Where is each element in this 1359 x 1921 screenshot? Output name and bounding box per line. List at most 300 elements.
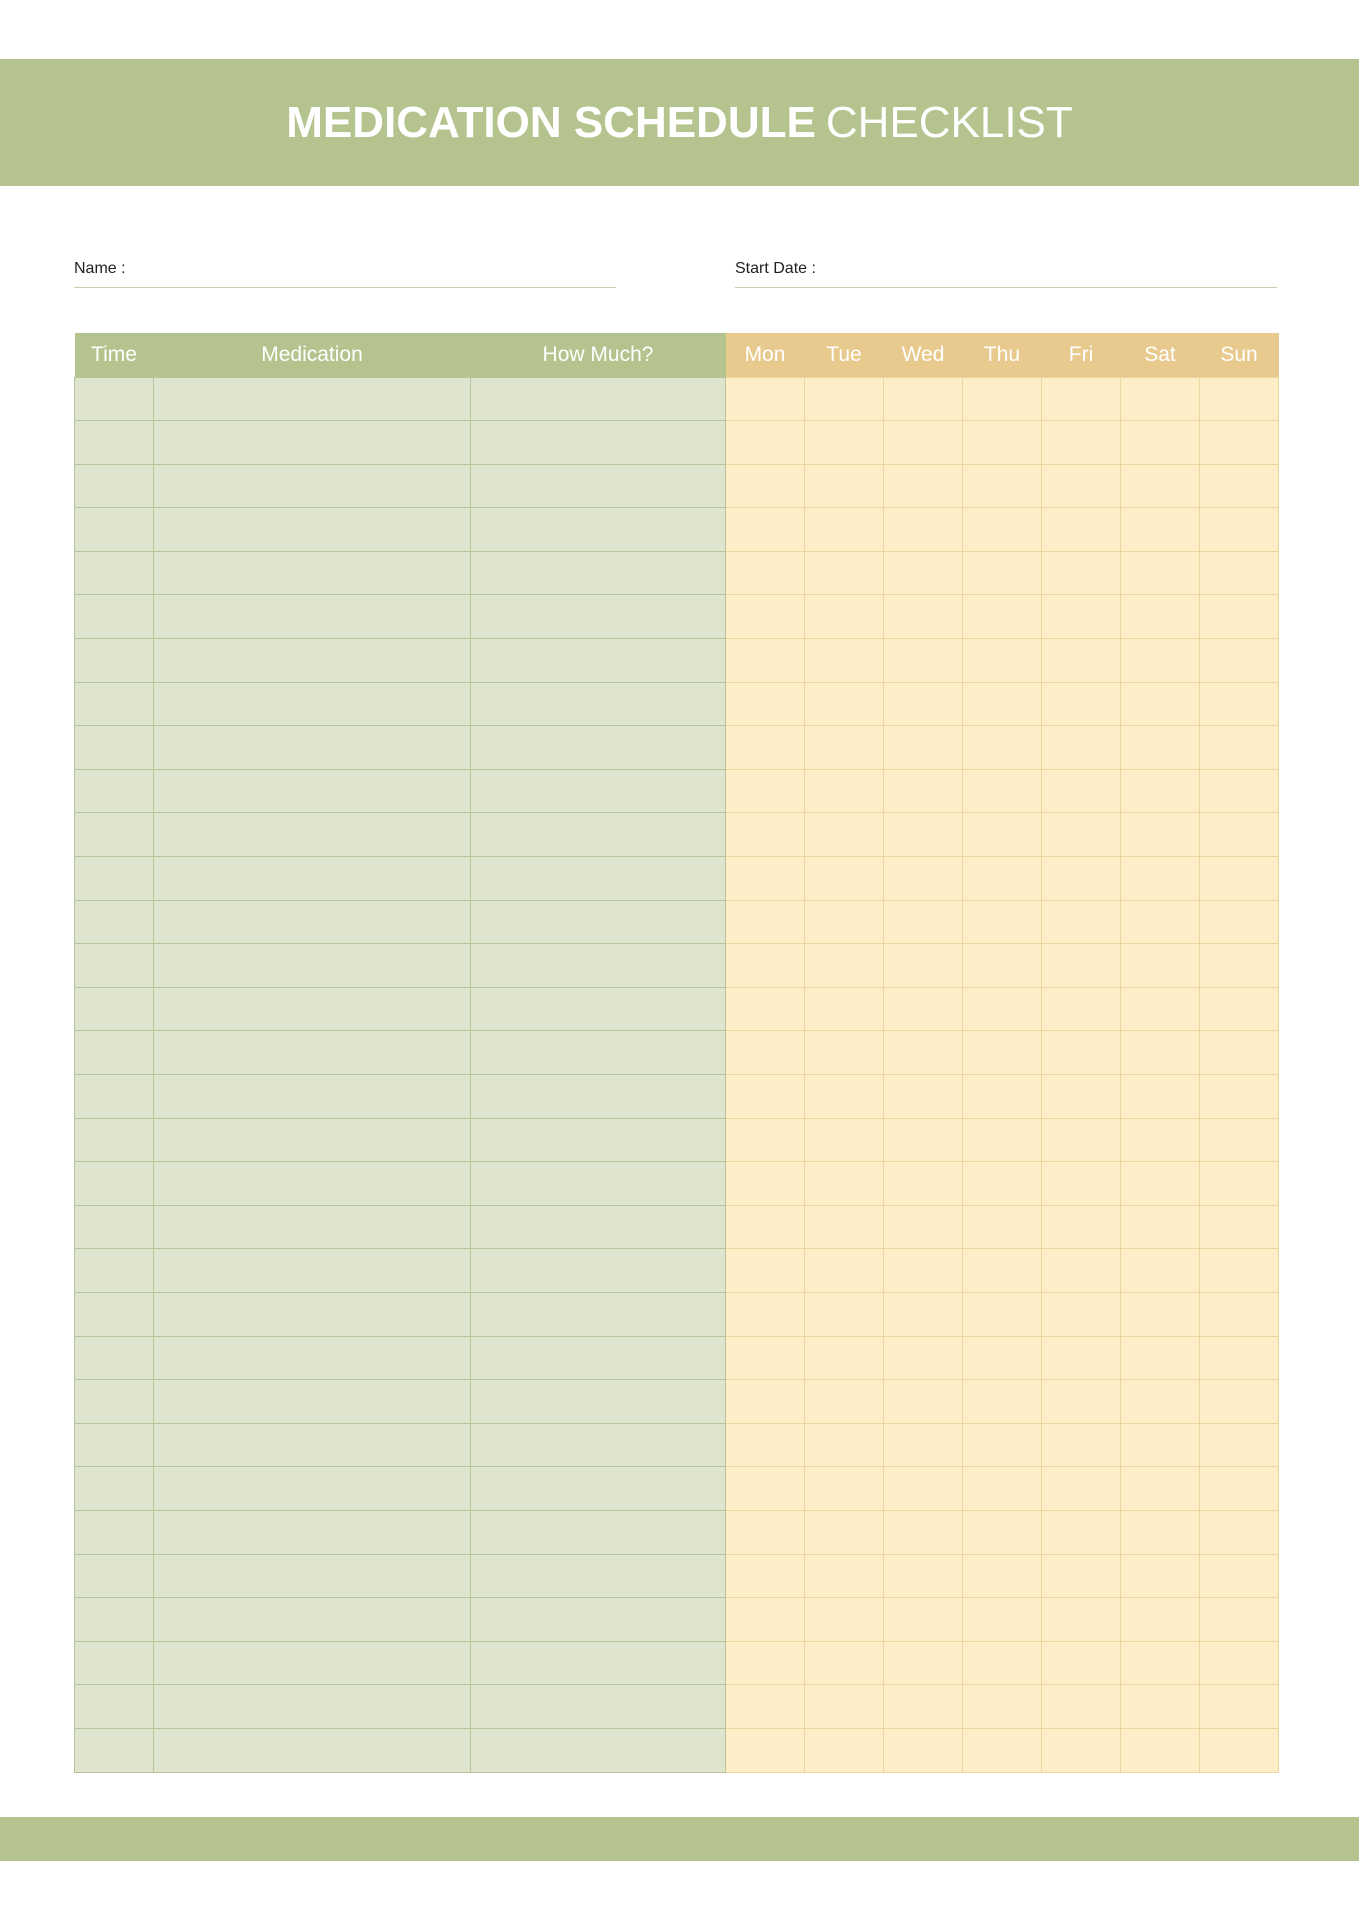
entry-cell-how-much[interactable] — [471, 1031, 726, 1075]
checkbox-cell-thu[interactable] — [963, 1554, 1042, 1598]
entry-cell-medication[interactable] — [154, 1728, 471, 1772]
checkbox-cell-tue[interactable] — [805, 1685, 884, 1729]
entry-cell-how-much[interactable] — [471, 1249, 726, 1293]
checkbox-cell-sat[interactable] — [1121, 1554, 1200, 1598]
entry-cell-medication[interactable] — [154, 464, 471, 508]
checkbox-cell-mon[interactable] — [726, 1598, 805, 1642]
checkbox-cell-fri[interactable] — [1042, 1554, 1121, 1598]
entry-cell-time[interactable] — [75, 1598, 154, 1642]
checkbox-cell-sun[interactable] — [1200, 987, 1279, 1031]
checkbox-cell-sat[interactable] — [1121, 1380, 1200, 1424]
checkbox-cell-sun[interactable] — [1200, 726, 1279, 770]
checkbox-cell-wed[interactable] — [884, 551, 963, 595]
entry-cell-how-much[interactable] — [471, 1554, 726, 1598]
checkbox-cell-fri[interactable] — [1042, 1075, 1121, 1119]
entry-cell-medication[interactable] — [154, 813, 471, 857]
checkbox-cell-thu[interactable] — [963, 1685, 1042, 1729]
checkbox-cell-mon[interactable] — [726, 1641, 805, 1685]
checkbox-cell-sat[interactable] — [1121, 1249, 1200, 1293]
checkbox-cell-sat[interactable] — [1121, 1641, 1200, 1685]
entry-cell-medication[interactable] — [154, 1423, 471, 1467]
checkbox-cell-sat[interactable] — [1121, 1423, 1200, 1467]
checkbox-cell-sun[interactable] — [1200, 1685, 1279, 1729]
entry-cell-time[interactable] — [75, 1292, 154, 1336]
entry-cell-medication[interactable] — [154, 595, 471, 639]
checkbox-cell-tue[interactable] — [805, 1292, 884, 1336]
checkbox-cell-thu[interactable] — [963, 1467, 1042, 1511]
checkbox-cell-mon[interactable] — [726, 1205, 805, 1249]
checkbox-cell-sun[interactable] — [1200, 944, 1279, 988]
checkbox-cell-thu[interactable] — [963, 987, 1042, 1031]
entry-cell-how-much[interactable] — [471, 551, 726, 595]
entry-cell-time[interactable] — [75, 1162, 154, 1206]
checkbox-cell-wed[interactable] — [884, 682, 963, 726]
checkbox-cell-thu[interactable] — [963, 1292, 1042, 1336]
checkbox-cell-thu[interactable] — [963, 1118, 1042, 1162]
entry-cell-how-much[interactable] — [471, 1467, 726, 1511]
checkbox-cell-wed[interactable] — [884, 987, 963, 1031]
entry-cell-how-much[interactable] — [471, 1641, 726, 1685]
checkbox-cell-sun[interactable] — [1200, 464, 1279, 508]
checkbox-cell-sun[interactable] — [1200, 1205, 1279, 1249]
checkbox-cell-thu[interactable] — [963, 1380, 1042, 1424]
checkbox-cell-sat[interactable] — [1121, 682, 1200, 726]
checkbox-cell-thu[interactable] — [963, 1336, 1042, 1380]
checkbox-cell-thu[interactable] — [963, 1075, 1042, 1119]
checkbox-cell-sun[interactable] — [1200, 421, 1279, 465]
checkbox-cell-wed[interactable] — [884, 1685, 963, 1729]
checkbox-cell-fri[interactable] — [1042, 1249, 1121, 1293]
checkbox-cell-wed[interactable] — [884, 1336, 963, 1380]
checkbox-cell-thu[interactable] — [963, 1031, 1042, 1075]
checkbox-cell-mon[interactable] — [726, 944, 805, 988]
entry-cell-medication[interactable] — [154, 682, 471, 726]
checkbox-cell-wed[interactable] — [884, 1205, 963, 1249]
checkbox-cell-mon[interactable] — [726, 1467, 805, 1511]
entry-cell-medication[interactable] — [154, 1249, 471, 1293]
checkbox-cell-sun[interactable] — [1200, 1598, 1279, 1642]
checkbox-cell-thu[interactable] — [963, 1728, 1042, 1772]
checkbox-cell-tue[interactable] — [805, 1118, 884, 1162]
checkbox-cell-sat[interactable] — [1121, 639, 1200, 683]
checkbox-cell-wed[interactable] — [884, 769, 963, 813]
checkbox-cell-mon[interactable] — [726, 682, 805, 726]
checkbox-cell-fri[interactable] — [1042, 464, 1121, 508]
checkbox-cell-tue[interactable] — [805, 1641, 884, 1685]
checkbox-cell-mon[interactable] — [726, 1075, 805, 1119]
entry-cell-time[interactable] — [75, 1075, 154, 1119]
checkbox-cell-sun[interactable] — [1200, 508, 1279, 552]
entry-cell-how-much[interactable] — [471, 1423, 726, 1467]
checkbox-cell-sun[interactable] — [1200, 1031, 1279, 1075]
entry-cell-how-much[interactable] — [471, 682, 726, 726]
checkbox-cell-mon[interactable] — [726, 857, 805, 901]
checkbox-cell-thu[interactable] — [963, 421, 1042, 465]
checkbox-cell-mon[interactable] — [726, 639, 805, 683]
entry-cell-medication[interactable] — [154, 1510, 471, 1554]
entry-cell-medication[interactable] — [154, 1031, 471, 1075]
checkbox-cell-mon[interactable] — [726, 1292, 805, 1336]
checkbox-cell-fri[interactable] — [1042, 1728, 1121, 1772]
checkbox-cell-wed[interactable] — [884, 464, 963, 508]
checkbox-cell-wed[interactable] — [884, 1728, 963, 1772]
checkbox-cell-thu[interactable] — [963, 944, 1042, 988]
entry-cell-how-much[interactable] — [471, 1118, 726, 1162]
entry-cell-how-much[interactable] — [471, 508, 726, 552]
checkbox-cell-sun[interactable] — [1200, 1510, 1279, 1554]
checkbox-cell-wed[interactable] — [884, 639, 963, 683]
entry-cell-medication[interactable] — [154, 769, 471, 813]
entry-cell-how-much[interactable] — [471, 1380, 726, 1424]
checkbox-cell-thu[interactable] — [963, 377, 1042, 421]
checkbox-cell-wed[interactable] — [884, 1249, 963, 1293]
checkbox-cell-mon[interactable] — [726, 900, 805, 944]
checkbox-cell-fri[interactable] — [1042, 1380, 1121, 1424]
checkbox-cell-sat[interactable] — [1121, 1467, 1200, 1511]
checkbox-cell-fri[interactable] — [1042, 508, 1121, 552]
checkbox-cell-fri[interactable] — [1042, 377, 1121, 421]
checkbox-cell-thu[interactable] — [963, 1249, 1042, 1293]
checkbox-cell-thu[interactable] — [963, 769, 1042, 813]
checkbox-cell-sun[interactable] — [1200, 1292, 1279, 1336]
entry-cell-how-much[interactable] — [471, 1292, 726, 1336]
checkbox-cell-fri[interactable] — [1042, 769, 1121, 813]
checkbox-cell-sat[interactable] — [1121, 1336, 1200, 1380]
checkbox-cell-mon[interactable] — [726, 769, 805, 813]
checkbox-cell-sat[interactable] — [1121, 1728, 1200, 1772]
checkbox-cell-thu[interactable] — [963, 1205, 1042, 1249]
checkbox-cell-sun[interactable] — [1200, 639, 1279, 683]
checkbox-cell-mon[interactable] — [726, 1728, 805, 1772]
entry-cell-medication[interactable] — [154, 551, 471, 595]
checkbox-cell-mon[interactable] — [726, 421, 805, 465]
checkbox-cell-fri[interactable] — [1042, 900, 1121, 944]
checkbox-cell-fri[interactable] — [1042, 421, 1121, 465]
entry-cell-time[interactable] — [75, 769, 154, 813]
checkbox-cell-fri[interactable] — [1042, 1162, 1121, 1206]
checkbox-cell-sun[interactable] — [1200, 1554, 1279, 1598]
checkbox-cell-sat[interactable] — [1121, 1118, 1200, 1162]
entry-cell-medication[interactable] — [154, 726, 471, 770]
checkbox-cell-tue[interactable] — [805, 1728, 884, 1772]
entry-cell-medication[interactable] — [154, 639, 471, 683]
checkbox-cell-mon[interactable] — [726, 1685, 805, 1729]
entry-cell-time[interactable] — [75, 900, 154, 944]
checkbox-cell-wed[interactable] — [884, 1292, 963, 1336]
checkbox-cell-wed[interactable] — [884, 1423, 963, 1467]
checkbox-cell-tue[interactable] — [805, 900, 884, 944]
checkbox-cell-wed[interactable] — [884, 1510, 963, 1554]
entry-cell-how-much[interactable] — [471, 1075, 726, 1119]
checkbox-cell-sun[interactable] — [1200, 1641, 1279, 1685]
entry-cell-time[interactable] — [75, 1336, 154, 1380]
entry-cell-time[interactable] — [75, 1467, 154, 1511]
checkbox-cell-sun[interactable] — [1200, 1075, 1279, 1119]
checkbox-cell-tue[interactable] — [805, 508, 884, 552]
checkbox-cell-sun[interactable] — [1200, 1467, 1279, 1511]
checkbox-cell-tue[interactable] — [805, 595, 884, 639]
entry-cell-time[interactable] — [75, 1423, 154, 1467]
entry-cell-how-much[interactable] — [471, 1728, 726, 1772]
checkbox-cell-fri[interactable] — [1042, 639, 1121, 683]
checkbox-cell-sat[interactable] — [1121, 1205, 1200, 1249]
checkbox-cell-sat[interactable] — [1121, 769, 1200, 813]
checkbox-cell-sat[interactable] — [1121, 944, 1200, 988]
checkbox-cell-thu[interactable] — [963, 1510, 1042, 1554]
checkbox-cell-sun[interactable] — [1200, 769, 1279, 813]
checkbox-cell-wed[interactable] — [884, 900, 963, 944]
checkbox-cell-sun[interactable] — [1200, 1118, 1279, 1162]
checkbox-cell-sun[interactable] — [1200, 1380, 1279, 1424]
entry-cell-how-much[interactable] — [471, 1162, 726, 1206]
checkbox-cell-sun[interactable] — [1200, 551, 1279, 595]
checkbox-cell-thu[interactable] — [963, 682, 1042, 726]
checkbox-cell-thu[interactable] — [963, 726, 1042, 770]
entry-cell-medication[interactable] — [154, 1685, 471, 1729]
entry-cell-how-much[interactable] — [471, 1205, 726, 1249]
entry-cell-medication[interactable] — [154, 508, 471, 552]
entry-cell-time[interactable] — [75, 377, 154, 421]
entry-cell-medication[interactable] — [154, 1554, 471, 1598]
checkbox-cell-tue[interactable] — [805, 551, 884, 595]
checkbox-cell-sat[interactable] — [1121, 377, 1200, 421]
name-field[interactable] — [74, 258, 616, 288]
entry-cell-how-much[interactable] — [471, 1685, 726, 1729]
checkbox-cell-tue[interactable] — [805, 377, 884, 421]
checkbox-cell-sun[interactable] — [1200, 1423, 1279, 1467]
checkbox-cell-thu[interactable] — [963, 551, 1042, 595]
checkbox-cell-thu[interactable] — [963, 595, 1042, 639]
checkbox-cell-sun[interactable] — [1200, 595, 1279, 639]
checkbox-cell-sat[interactable] — [1121, 1598, 1200, 1642]
entry-cell-time[interactable] — [75, 944, 154, 988]
checkbox-cell-tue[interactable] — [805, 1467, 884, 1511]
checkbox-cell-wed[interactable] — [884, 944, 963, 988]
checkbox-cell-sun[interactable] — [1200, 682, 1279, 726]
entry-cell-how-much[interactable] — [471, 1510, 726, 1554]
checkbox-cell-tue[interactable] — [805, 682, 884, 726]
checkbox-cell-fri[interactable] — [1042, 1336, 1121, 1380]
entry-cell-time[interactable] — [75, 1031, 154, 1075]
checkbox-cell-fri[interactable] — [1042, 1467, 1121, 1511]
checkbox-cell-fri[interactable] — [1042, 1423, 1121, 1467]
checkbox-cell-tue[interactable] — [805, 639, 884, 683]
checkbox-cell-fri[interactable] — [1042, 682, 1121, 726]
entry-cell-how-much[interactable] — [471, 421, 726, 465]
entry-cell-how-much[interactable] — [471, 1598, 726, 1642]
entry-cell-medication[interactable] — [154, 1336, 471, 1380]
checkbox-cell-wed[interactable] — [884, 508, 963, 552]
checkbox-cell-sun[interactable] — [1200, 1249, 1279, 1293]
entry-cell-medication[interactable] — [154, 1075, 471, 1119]
entry-cell-time[interactable] — [75, 464, 154, 508]
checkbox-cell-thu[interactable] — [963, 1423, 1042, 1467]
entry-cell-medication[interactable] — [154, 857, 471, 901]
checkbox-cell-sat[interactable] — [1121, 508, 1200, 552]
checkbox-cell-mon[interactable] — [726, 1380, 805, 1424]
entry-cell-time[interactable] — [75, 595, 154, 639]
entry-cell-time[interactable] — [75, 1249, 154, 1293]
entry-cell-time[interactable] — [75, 1510, 154, 1554]
checkbox-cell-mon[interactable] — [726, 508, 805, 552]
checkbox-cell-tue[interactable] — [805, 1510, 884, 1554]
checkbox-cell-mon[interactable] — [726, 1336, 805, 1380]
entry-cell-how-much[interactable] — [471, 900, 726, 944]
entry-cell-medication[interactable] — [154, 421, 471, 465]
entry-cell-time[interactable] — [75, 421, 154, 465]
entry-cell-time[interactable] — [75, 1685, 154, 1729]
checkbox-cell-mon[interactable] — [726, 1162, 805, 1206]
start-date-field[interactable] — [735, 258, 1277, 288]
entry-cell-time[interactable] — [75, 1641, 154, 1685]
entry-cell-time[interactable] — [75, 682, 154, 726]
checkbox-cell-sat[interactable] — [1121, 464, 1200, 508]
checkbox-cell-tue[interactable] — [805, 944, 884, 988]
checkbox-cell-wed[interactable] — [884, 1380, 963, 1424]
checkbox-cell-sat[interactable] — [1121, 1292, 1200, 1336]
checkbox-cell-fri[interactable] — [1042, 1685, 1121, 1729]
checkbox-cell-fri[interactable] — [1042, 1598, 1121, 1642]
checkbox-cell-wed[interactable] — [884, 857, 963, 901]
checkbox-cell-sun[interactable] — [1200, 377, 1279, 421]
checkbox-cell-wed[interactable] — [884, 1598, 963, 1642]
checkbox-cell-wed[interactable] — [884, 1162, 963, 1206]
checkbox-cell-sat[interactable] — [1121, 900, 1200, 944]
entry-cell-time[interactable] — [75, 1554, 154, 1598]
checkbox-cell-wed[interactable] — [884, 1641, 963, 1685]
checkbox-cell-tue[interactable] — [805, 1554, 884, 1598]
checkbox-cell-mon[interactable] — [726, 1510, 805, 1554]
entry-cell-how-much[interactable] — [471, 726, 726, 770]
checkbox-cell-wed[interactable] — [884, 1031, 963, 1075]
checkbox-cell-sat[interactable] — [1121, 595, 1200, 639]
checkbox-cell-tue[interactable] — [805, 1598, 884, 1642]
entry-cell-time[interactable] — [75, 551, 154, 595]
checkbox-cell-mon[interactable] — [726, 595, 805, 639]
checkbox-cell-tue[interactable] — [805, 1380, 884, 1424]
entry-cell-how-much[interactable] — [471, 857, 726, 901]
checkbox-cell-wed[interactable] — [884, 726, 963, 770]
checkbox-cell-mon[interactable] — [726, 1118, 805, 1162]
checkbox-cell-sat[interactable] — [1121, 1510, 1200, 1554]
checkbox-cell-mon[interactable] — [726, 726, 805, 770]
checkbox-cell-sun[interactable] — [1200, 857, 1279, 901]
entry-cell-time[interactable] — [75, 987, 154, 1031]
checkbox-cell-fri[interactable] — [1042, 1205, 1121, 1249]
checkbox-cell-tue[interactable] — [805, 987, 884, 1031]
checkbox-cell-mon[interactable] — [726, 1031, 805, 1075]
checkbox-cell-tue[interactable] — [805, 464, 884, 508]
checkbox-cell-mon[interactable] — [726, 813, 805, 857]
checkbox-cell-thu[interactable] — [963, 1598, 1042, 1642]
entry-cell-medication[interactable] — [154, 1380, 471, 1424]
checkbox-cell-fri[interactable] — [1042, 813, 1121, 857]
entry-cell-how-much[interactable] — [471, 769, 726, 813]
entry-cell-medication[interactable] — [154, 1292, 471, 1336]
checkbox-cell-wed[interactable] — [884, 377, 963, 421]
checkbox-cell-fri[interactable] — [1042, 1641, 1121, 1685]
checkbox-cell-sat[interactable] — [1121, 1031, 1200, 1075]
entry-cell-how-much[interactable] — [471, 813, 726, 857]
entry-cell-how-much[interactable] — [471, 639, 726, 683]
checkbox-cell-thu[interactable] — [963, 1641, 1042, 1685]
checkbox-cell-wed[interactable] — [884, 813, 963, 857]
checkbox-cell-sun[interactable] — [1200, 900, 1279, 944]
checkbox-cell-sat[interactable] — [1121, 987, 1200, 1031]
checkbox-cell-fri[interactable] — [1042, 987, 1121, 1031]
checkbox-cell-tue[interactable] — [805, 421, 884, 465]
checkbox-cell-sat[interactable] — [1121, 1075, 1200, 1119]
entry-cell-how-much[interactable] — [471, 595, 726, 639]
entry-cell-medication[interactable] — [154, 900, 471, 944]
checkbox-cell-thu[interactable] — [963, 900, 1042, 944]
entry-cell-time[interactable] — [75, 813, 154, 857]
checkbox-cell-sat[interactable] — [1121, 421, 1200, 465]
checkbox-cell-tue[interactable] — [805, 1249, 884, 1293]
entry-cell-time[interactable] — [75, 1205, 154, 1249]
entry-cell-how-much[interactable] — [471, 987, 726, 1031]
checkbox-cell-thu[interactable] — [963, 508, 1042, 552]
checkbox-cell-thu[interactable] — [963, 464, 1042, 508]
entry-cell-medication[interactable] — [154, 1118, 471, 1162]
checkbox-cell-sat[interactable] — [1121, 857, 1200, 901]
checkbox-cell-wed[interactable] — [884, 595, 963, 639]
checkbox-cell-tue[interactable] — [805, 857, 884, 901]
entry-cell-medication[interactable] — [154, 1598, 471, 1642]
entry-cell-time[interactable] — [75, 1118, 154, 1162]
checkbox-cell-wed[interactable] — [884, 421, 963, 465]
checkbox-cell-mon[interactable] — [726, 1423, 805, 1467]
checkbox-cell-tue[interactable] — [805, 1205, 884, 1249]
checkbox-cell-mon[interactable] — [726, 377, 805, 421]
checkbox-cell-wed[interactable] — [884, 1075, 963, 1119]
checkbox-cell-wed[interactable] — [884, 1118, 963, 1162]
entry-cell-how-much[interactable] — [471, 377, 726, 421]
checkbox-cell-sun[interactable] — [1200, 1336, 1279, 1380]
checkbox-cell-mon[interactable] — [726, 464, 805, 508]
checkbox-cell-sun[interactable] — [1200, 1162, 1279, 1206]
checkbox-cell-fri[interactable] — [1042, 551, 1121, 595]
entry-cell-how-much[interactable] — [471, 1336, 726, 1380]
entry-cell-medication[interactable] — [154, 1162, 471, 1206]
checkbox-cell-mon[interactable] — [726, 987, 805, 1031]
checkbox-cell-tue[interactable] — [805, 1336, 884, 1380]
entry-cell-time[interactable] — [75, 1728, 154, 1772]
checkbox-cell-sat[interactable] — [1121, 551, 1200, 595]
checkbox-cell-sat[interactable] — [1121, 1685, 1200, 1729]
entry-cell-medication[interactable] — [154, 987, 471, 1031]
entry-cell-medication[interactable] — [154, 1205, 471, 1249]
checkbox-cell-mon[interactable] — [726, 1554, 805, 1598]
checkbox-cell-sun[interactable] — [1200, 1728, 1279, 1772]
entry-cell-time[interactable] — [75, 508, 154, 552]
entry-cell-medication[interactable] — [154, 1467, 471, 1511]
checkbox-cell-tue[interactable] — [805, 1075, 884, 1119]
entry-cell-medication[interactable] — [154, 1641, 471, 1685]
checkbox-cell-fri[interactable] — [1042, 944, 1121, 988]
checkbox-cell-sat[interactable] — [1121, 726, 1200, 770]
checkbox-cell-wed[interactable] — [884, 1554, 963, 1598]
checkbox-cell-fri[interactable] — [1042, 1031, 1121, 1075]
entry-cell-how-much[interactable] — [471, 464, 726, 508]
checkbox-cell-sat[interactable] — [1121, 1162, 1200, 1206]
checkbox-cell-mon[interactable] — [726, 1249, 805, 1293]
entry-cell-how-much[interactable] — [471, 944, 726, 988]
entry-cell-time[interactable] — [75, 857, 154, 901]
checkbox-cell-thu[interactable] — [963, 813, 1042, 857]
checkbox-cell-tue[interactable] — [805, 769, 884, 813]
checkbox-cell-tue[interactable] — [805, 813, 884, 857]
